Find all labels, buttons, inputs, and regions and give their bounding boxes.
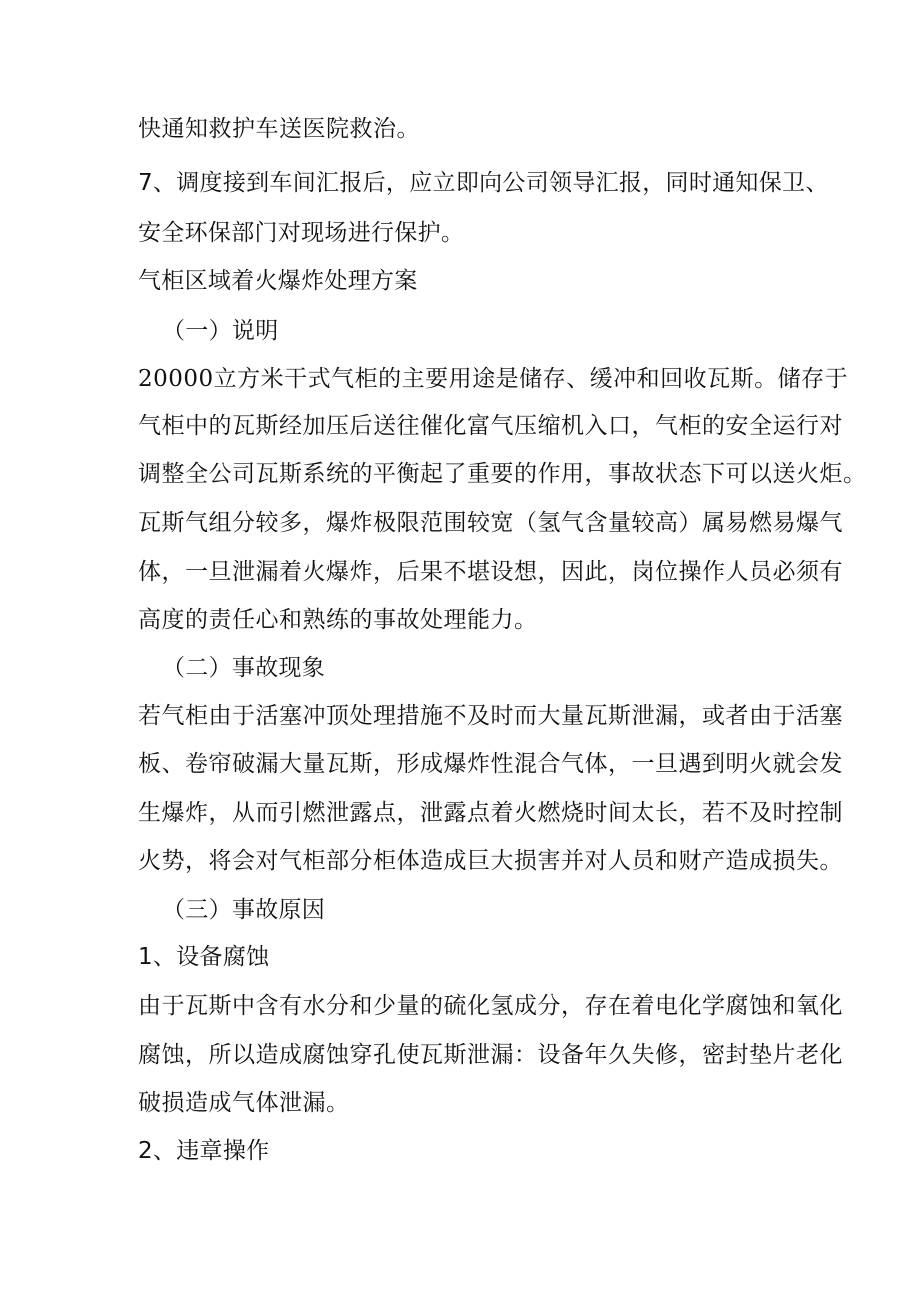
section-1-line: 高度的责任心和熟练的事故处理能力。 bbox=[138, 607, 538, 633]
section-3-item-2-title: 2、违章操作 bbox=[138, 1138, 270, 1164]
intro-line-1: 快通知救护车送医院救治。 bbox=[138, 116, 420, 142]
section-1-line: 20000立方米干式气柜的主要用途是储存、缓冲和回收瓦斯。储存于 bbox=[138, 366, 849, 392]
section-2-line: 火势，将会对气柜部分柜体造成巨大损害并对人员和财产造成损失。 bbox=[138, 848, 843, 874]
section-1-line: 瓦斯气组分较多，爆炸极限范围较宽（氢气含量较高）属易燃易爆气 bbox=[138, 510, 843, 536]
section-3-item-1-line: 破损造成气体泄漏。 bbox=[138, 1090, 350, 1116]
section-1-line: 气柜中的瓦斯经加压后送往催化富气压缩机入口，气柜的安全运行对 bbox=[138, 413, 843, 439]
section-3-item-1-title: 1、设备腐蚀 bbox=[138, 944, 270, 970]
section-1-line: 调整全公司瓦斯系统的平衡起了重要的作用，事故状态下可以送火炬。 bbox=[138, 461, 867, 487]
section-3-heading: （三）事故原因 bbox=[162, 897, 326, 923]
section-2-heading: （二）事故现象 bbox=[162, 655, 326, 681]
section-3-item-1-line: 由于瓦斯中含有水分和少量的硫化氢成分，存在着电化学腐蚀和氧化 bbox=[138, 993, 843, 1019]
intro-line-2: 7、调度接到车间汇报后，应立即向公司领导汇报，同时通知保卫、 bbox=[138, 170, 829, 196]
section-1-line: 体，一旦泄漏着火爆炸，后果不堪设想，因此，岗位操作人员必须有 bbox=[138, 559, 843, 585]
section-2-line: 板、卷帘破漏大量瓦斯，形成爆炸性混合气体，一旦遇到明火就会发 bbox=[138, 751, 843, 777]
section-title: 气柜区域着火爆炸处理方案 bbox=[138, 268, 418, 294]
section-3-item-1-line: 腐蚀，所以造成腐蚀穿孔使瓦斯泄漏：设备年久失修，密封垫片老化 bbox=[138, 1042, 843, 1068]
section-2-line: 若气柜由于活塞冲顶处理措施不及时而大量瓦斯泄漏，或者由于活塞 bbox=[138, 703, 843, 729]
section-2-line: 生爆炸，从而引燃泄露点，泄露点着火燃烧时间太长，若不及时控制 bbox=[138, 800, 843, 826]
section-1-heading: （一）说明 bbox=[162, 318, 279, 344]
intro-line-3: 安全环保部门对现场进行保护。 bbox=[138, 220, 465, 246]
